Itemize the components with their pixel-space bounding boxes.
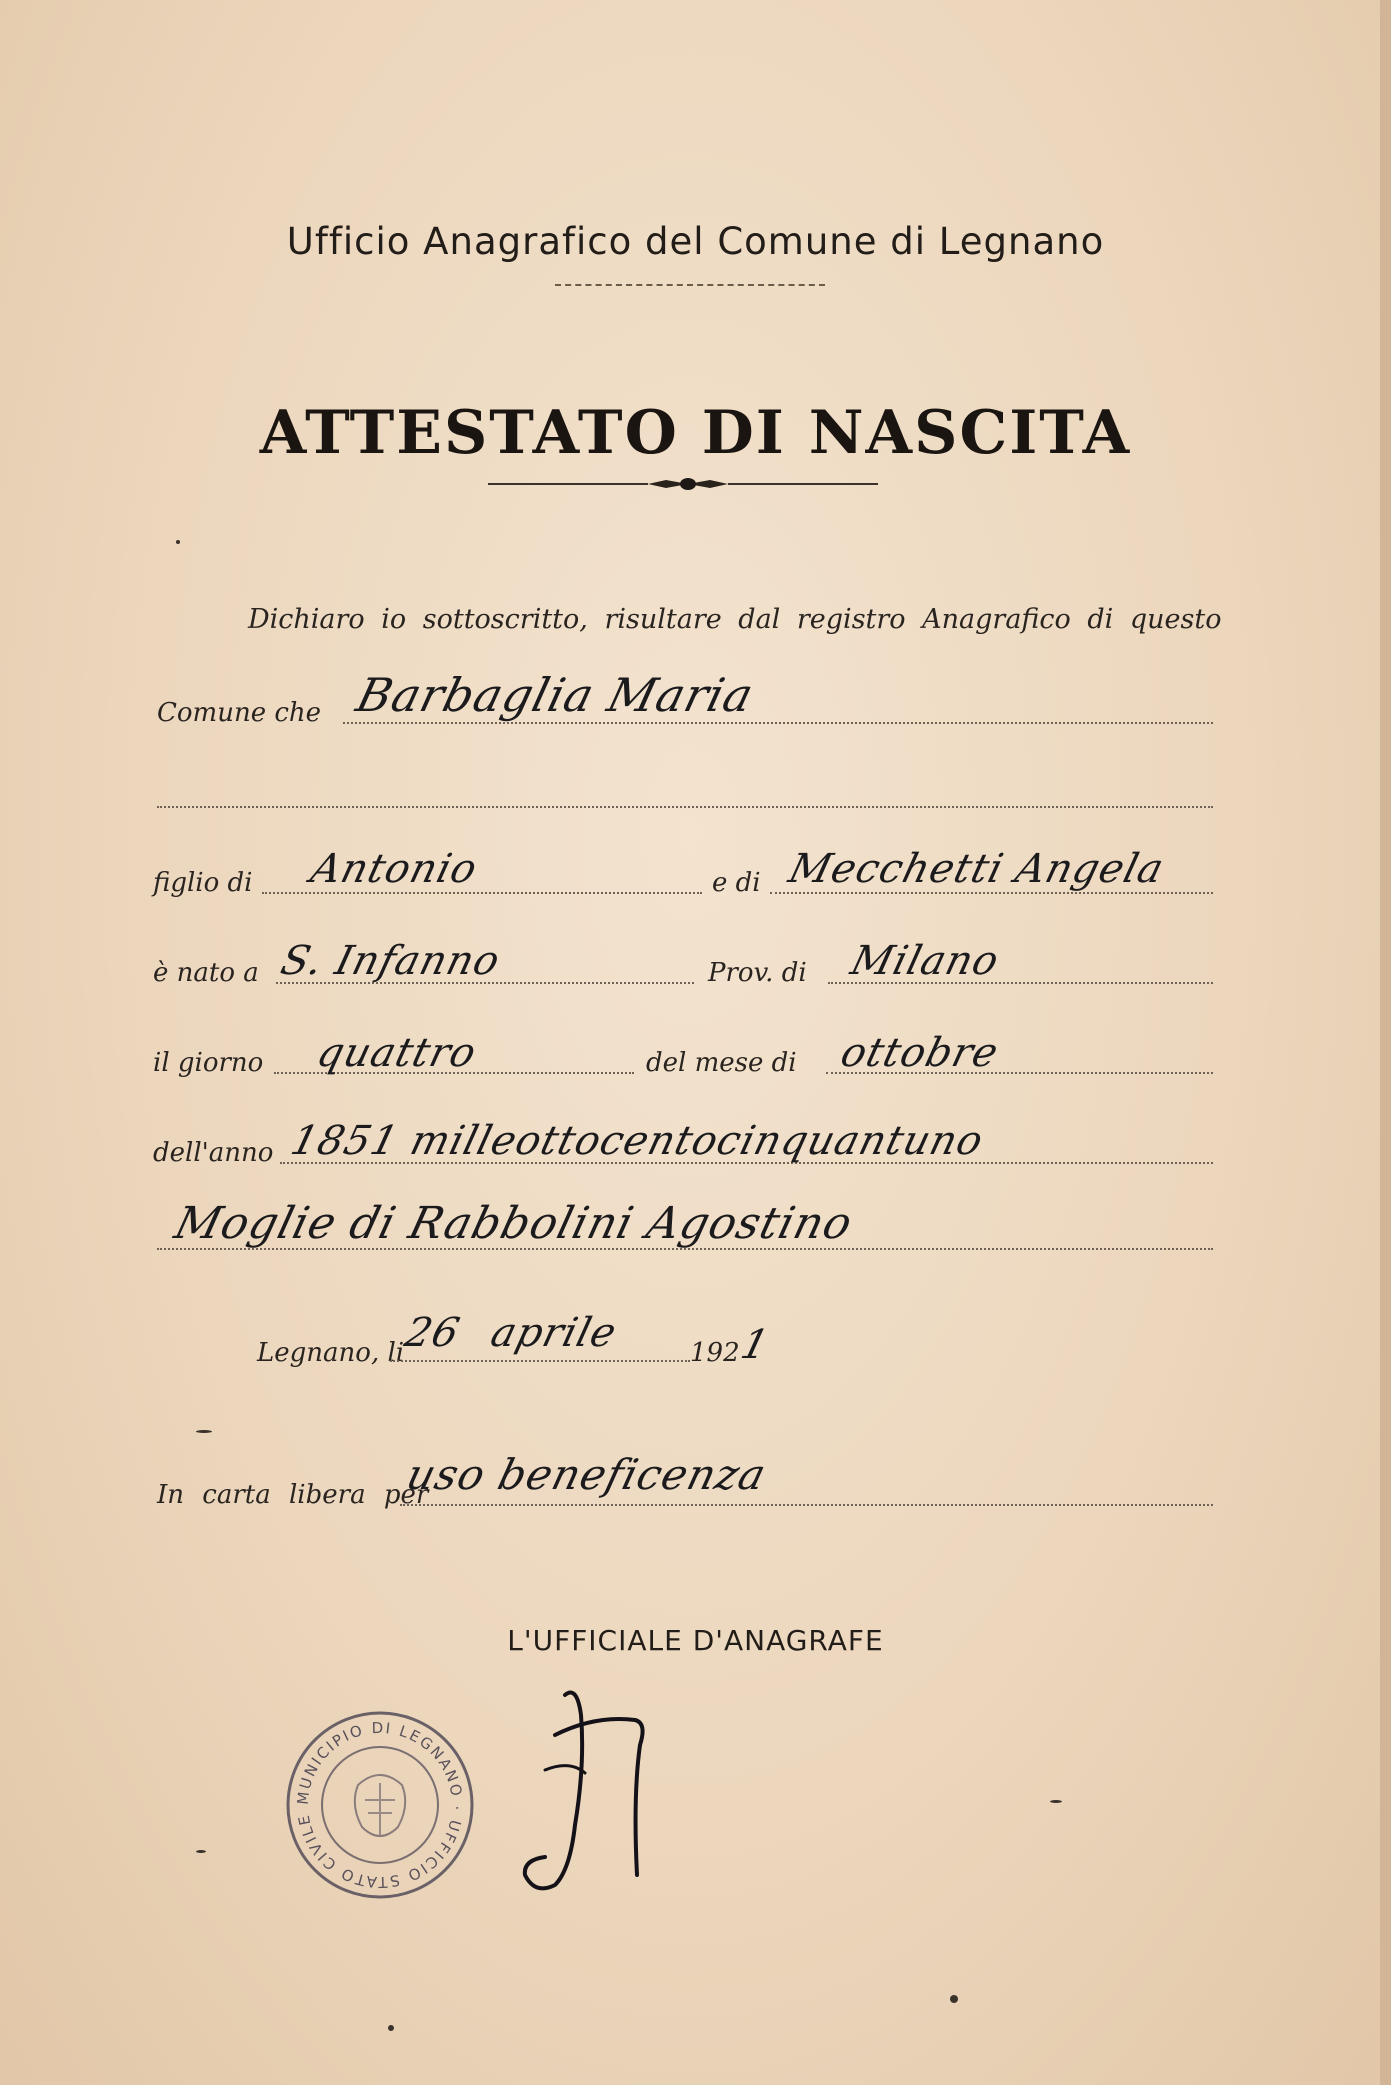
paper-speck — [388, 2025, 394, 2031]
mother-label: e di — [712, 868, 761, 898]
title-ornament — [488, 472, 888, 498]
mother-line — [770, 892, 1213, 894]
paper-speck — [1050, 1800, 1062, 1803]
paper-speck — [950, 1995, 958, 2003]
document-title: ATTESTATO DI NASCITA — [259, 398, 1132, 468]
nato-label: è nato a — [153, 958, 259, 988]
person-name: Barbaglia Maria — [351, 668, 760, 722]
stamp-text: MUNICIPIO DI LEGNANO · UFFICIO STATO CIVILE — [293, 1718, 467, 1892]
province: Milano — [846, 938, 1004, 984]
purpose: uso beneficenza — [401, 1450, 772, 1499]
office-heading: Ufficio Anagrafico del Comune di Legnano — [286, 220, 1105, 263]
purpose-line — [400, 1504, 1213, 1506]
year-suffix: 1 — [736, 1322, 775, 1368]
mother-name: Mecchetti Angela — [784, 846, 1169, 892]
birth-day: quattro — [312, 1030, 482, 1076]
official-signature — [515, 1675, 675, 1905]
paper-speck — [176, 540, 180, 544]
place-date-label: Legnano, li — [257, 1338, 405, 1368]
birth-month: ottobre — [836, 1030, 1004, 1076]
page-edge — [1380, 0, 1391, 2085]
birthplace: S. Infanno — [276, 938, 505, 984]
issue-month: aprile — [486, 1310, 622, 1356]
father-line — [262, 892, 702, 894]
heading-divider — [555, 284, 825, 287]
year-prefix: 192 — [690, 1338, 740, 1368]
name-line — [343, 722, 1213, 724]
issue-day: 26 — [400, 1310, 465, 1356]
birth-year: 1851 milleottocentocinquantuno — [286, 1118, 989, 1164]
municipal-stamp — [280, 1705, 480, 1905]
issue-date-line — [390, 1360, 690, 1362]
paper-speck — [196, 1850, 206, 1853]
anno-label: dell'anno — [153, 1138, 274, 1168]
giorno-label: il giorno — [153, 1048, 264, 1078]
blank-line — [157, 806, 1213, 808]
intro-sentence: Dichiaro io sottoscritto, risultare dal registro Anagrafico di questo — [248, 604, 1222, 635]
paper-speck — [196, 1430, 212, 1433]
prov-label: Prov. di — [708, 958, 807, 988]
figlio-label: figlio di — [153, 868, 253, 898]
mese-label: del mese di — [646, 1048, 797, 1078]
marriage-note: Moglie di Rabbolini Agostino — [169, 1198, 858, 1249]
official-heading: L'UFFICIALE D'ANAGRAFE — [507, 1624, 884, 1657]
father-name: Antonio — [306, 846, 483, 892]
comune-label: Comune che — [157, 698, 322, 728]
carta-label: In carta libera per — [157, 1480, 429, 1510]
